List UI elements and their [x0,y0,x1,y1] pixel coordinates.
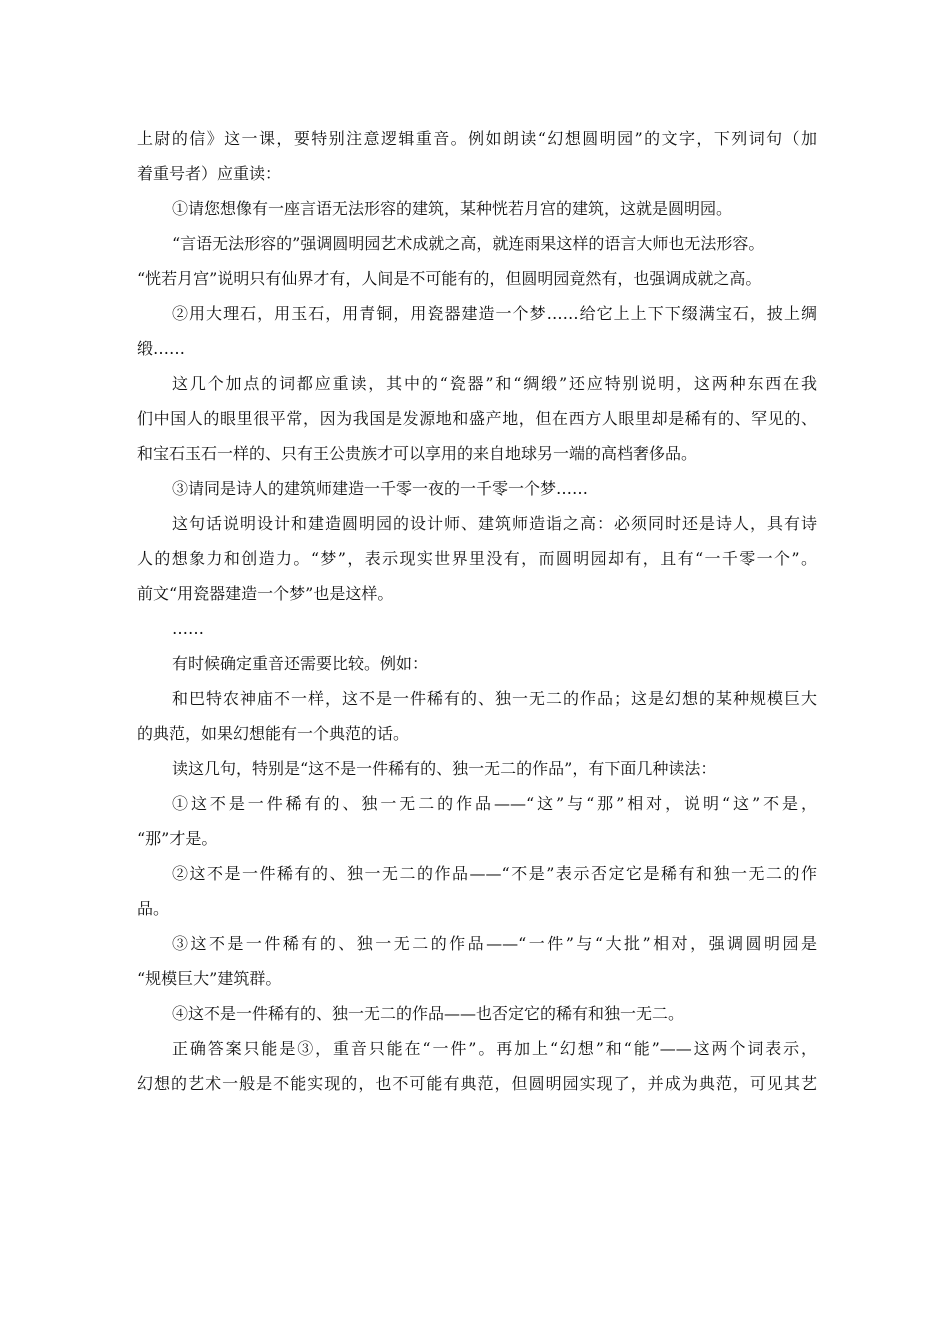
text-line: 品。 [137,899,170,918]
text-line: ④这不是一件稀有的、独一无二的作品——也否定它的稀有和独一无二。 [172,1004,685,1023]
text-line: 正确答案只能是③，重音只能在“一件”。再加上“幻想”和“能”——这两个词表示， [172,1039,817,1058]
text-line: 这几个加点的词都应重读，其中的“瓷器”和“绸缎”还应特别说明，这两种东西在我 [172,374,817,393]
text-line: 们中国人的眼里很平常，因为我国是发源地和盛产地，但在西方人眼里却是稀有的、罕见的、 [137,409,817,428]
text-line: …… [172,619,204,638]
text-line: 前文“用瓷器建造一个梦”也是这样。 [137,584,394,603]
text-line: ①这不是一件稀有的、独一无二的作品——“这”与“那”相对，说明“这”不是， [172,794,817,813]
text-line: ③这不是一件稀有的、独一无二的作品——“一件”与“大批”相对，强调圆明园是 [172,934,817,953]
text-line: 着重号者）应重读： [137,164,282,183]
text-line: “恍若月宫”说明只有仙界才有，人间是不可能有的，但圆明园竟然有，也强调成就之高。 [137,269,762,288]
text-line: 和宝石玉石一样的、只有王公贵族才可以享用的来自地球另一端的高档奢侈品。 [137,444,698,463]
text-line: 的典范，如果幻想能有一个典范的话。 [137,724,410,743]
text-line: ②这不是一件稀有的、独一无二的作品——“不是”表示否定它是稀有和独一无二的作 [172,864,817,883]
text-line: ③请同是诗人的建筑师建造一千零一夜的一千零一个梦…… [172,479,589,498]
text-line: ②用大理石，用玉石，用青铜，用瓷器建造一个梦……给它上上下下缀满宝石，披上绸 [172,304,817,323]
text-line: “言语无法形容的”强调圆明园艺术成就之高，就连雨果这样的语言大师也无法形容。 [172,234,765,253]
text-line: 读这几句，特别是“这不是一件稀有的、独一无二的作品”，有下面几种读法： [172,759,717,778]
text-line: ①请您想像有一座言语无法形容的建筑，某种恍若月宫的建筑，这就是圆明园。 [172,199,733,218]
text-line: 这句话说明设计和建造圆明园的设计师、建筑师造诣之高：必须同时还是诗人，具有诗 [172,514,817,533]
text-line: 人的想象力和创造力。“梦”，表示现实世界里没有，而圆明园却有，且有“一千零一个”。 [137,549,817,568]
body-text [137,121,817,1101]
text-line: 缎…… [137,339,186,358]
text-line: “那”才是。 [137,829,218,848]
text-line: 有时候确定重音还需要比较。例如： [172,654,429,673]
text-line: 幻想的艺术一般是不能实现的，也不可能有典范，但圆明园实现了，并成为典范，可见其艺 [137,1074,817,1093]
text-line: “规模巨大”建筑群。 [137,969,282,988]
text-line: 和巴特农神庙不一样，这不是一件稀有的、独一无二的作品；这是幻想的某种规模巨大 [172,689,817,708]
text-line: 上尉的信》这一课，要特别注意逻辑重音。例如朗读“幻想圆明园”的文字，下列词句（加 [137,129,817,148]
